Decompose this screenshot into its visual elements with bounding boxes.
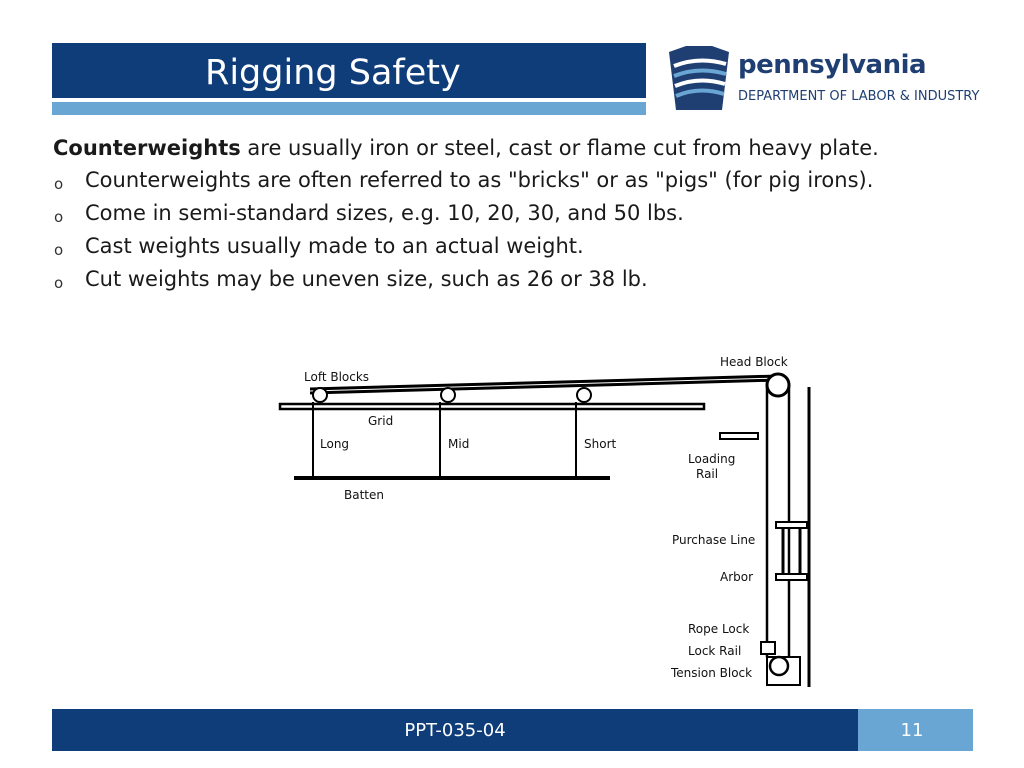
bullet-icon: o: [54, 175, 64, 193]
label-grid: Grid: [368, 414, 394, 428]
bullet-item: [53, 199, 885, 227]
intro-bold-term: Counterweights: [53, 136, 241, 160]
label-short: Short: [584, 437, 617, 451]
pa-logo: [664, 44, 984, 114]
bullet-list: [53, 166, 913, 293]
bullet-item: [53, 166, 885, 194]
label-tension-block: Tension Block: [671, 666, 753, 680]
label-loading: Loading: [688, 452, 736, 466]
logo-department: DEPARTMENT OF LABOR & INDUSTRY: [738, 89, 980, 104]
label-batten: Batten: [344, 488, 384, 502]
keystone-icon: [664, 44, 734, 114]
label-lock-rail: Lock Rail: [688, 644, 742, 658]
label-rail: Rail: [696, 467, 719, 481]
label-arbor: Arbor: [720, 570, 754, 584]
page-number: 11: [900, 720, 924, 741]
title-bar: [52, 43, 646, 98]
footer-code: PPT-035-04: [404, 720, 506, 741]
rigging-diagram: [270, 352, 830, 697]
bullet-text: Cut weights may be uneven size, such as 26 or 38 lb.: [85, 267, 648, 291]
label-rope-lock: Rope Lock: [688, 622, 750, 636]
bullet-icon: o: [54, 241, 64, 259]
label-head-block: Head Block: [720, 355, 788, 369]
title-underline: [52, 102, 646, 115]
label-long: Long: [320, 437, 350, 451]
bullet-text: Counterweights are often referred to as "bricks" or as "pigs" (for pig irons).: [85, 168, 874, 192]
slide-title: Rigging Safety: [205, 53, 461, 93]
slide-content: [53, 134, 913, 298]
bullet-icon: o: [54, 274, 64, 292]
bullet-text: Cast weights usually made to an actual weight.: [85, 234, 584, 258]
intro-paragraph: [53, 134, 913, 162]
label-purchase-line: Purchase Line: [672, 533, 756, 547]
label-loft-blocks: Loft Blocks: [304, 370, 370, 384]
bullet-item: [53, 232, 885, 260]
page-number-box: [858, 709, 973, 751]
footer-bar: [52, 709, 858, 751]
bullet-text: Come in semi-standard sizes, e.g. 10, 20, 30, and 50 lbs.: [85, 201, 684, 225]
bullet-icon: o: [54, 208, 64, 226]
intro-text: are usually iron or steel, cast or flame cut from heavy plate.: [240, 136, 879, 160]
bullet-item: [53, 265, 885, 293]
logo-name: pennsylvania: [738, 50, 927, 80]
label-mid: Mid: [448, 437, 470, 451]
